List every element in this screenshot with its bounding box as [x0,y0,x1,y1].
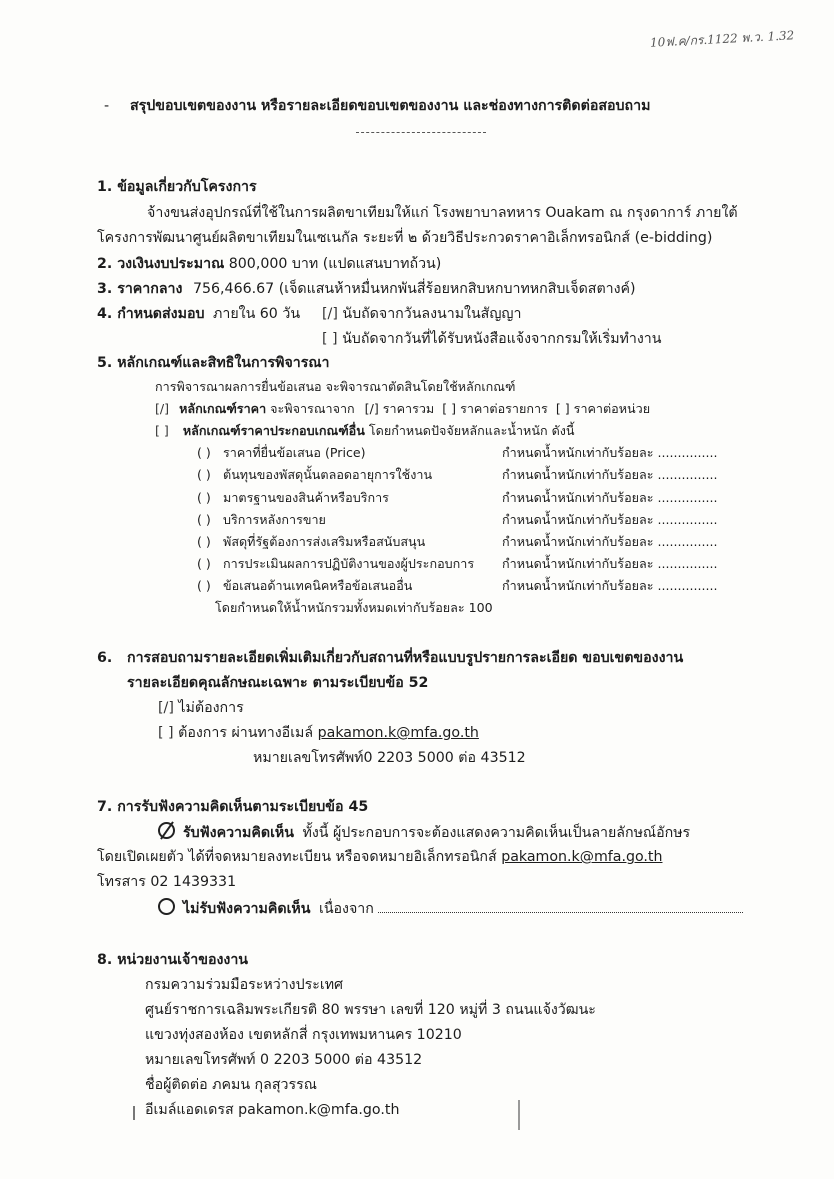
title-underline [356,132,486,133]
section-1-line-1: จ้างขนส่งอุปกรณ์ที่ใช้ในการผลิตขาเทียมให้แก่ โรงพยาบาลทหาร Ouakam ณ กรุงดาการ์ ภายใต้ [147,205,738,221]
factor-weight: กำหนดน้ำหนักเท่ากับร้อยละ ............... [502,445,718,460]
section-8-heading: 8. หน่วยงานเจ้าของงาน [97,952,248,968]
factor-name: พัสดุที่รัฐต้องการส่งเสริมหรือสนับสนุน [223,534,426,549]
comment-reject-option [158,898,743,919]
section-6-number: 6. [97,650,113,666]
factor-row [197,444,717,462]
total-weight-note: โดยกำหนดให้น้ำหนักรวมทั้งหมดเท่ากับร้อยละ 100 [215,600,493,615]
factor-mark: ( ) [197,534,211,549]
inquiry-phone: หมายเลขโทรศัพท์0 2203 5000 ต่อ 43512 [253,750,526,766]
factor-name: มาตรฐานของสินค้าหรือบริการ [223,490,389,505]
factor-row [197,533,717,551]
page-title: สรุปขอบเขตของงาน หรือรายละเอียดขอบเขตของงาน และช่องทางการติดต่อสอบถาม [130,98,651,114]
price-criteria-text: จะพิจารณาจาก [270,401,355,416]
delivery-option-2-text: นับถัดจากวันที่ได้รับหนังสือแจ้งจากกรมให้เริ่มทำงาน [342,331,662,347]
factor-row [197,577,717,595]
factor-mark: ( ) [197,490,211,505]
agency-name: กรมความร่วมมือระหว่างประเทศ [145,977,344,993]
median-price-label: 3. ราคากลาง [97,281,183,297]
section-6-heading-line-2: รายละเอียดคุณลักษณะเฉพาะ ตามระเบียบข้อ 52 [127,675,429,691]
section-5-heading: 5. หลักเกณฑ์และสิทธิในการพิจารณา [97,355,330,371]
factor-mark: ( ) [197,556,211,571]
delivery-label: 4. กำหนดส่งมอบ [97,306,205,322]
comment-email-link[interactable]: pakamon.k@mfa.go.th [501,849,663,865]
scan-mark-right [518,1100,520,1130]
other-criteria-label: หลักเกณฑ์ราคาประกอบเกณฑ์อื่น [182,423,365,438]
median-price-value: 756,466.67 (เจ็ดแสนห้าหมื่นหกพันสี่ร้อยหกสิบหกบาทหกสิบเจ็ดสตางค์) [192,281,636,297]
slashed-circle-icon [158,822,175,839]
section-6-heading-line-1: การสอบถามรายละเอียดเพิ่มเติมเกี่ยวกับสถานที่หรือแบบรูปรายการละเอียด ขอบเขตของงาน [127,650,684,666]
checked-mark: [/] [322,306,338,322]
title-bullet: - [104,98,110,114]
section-1-line-2: โครงการพัฒนาศูนย์ผลิตขาเทียมในเซเนกัล ระยะที่ ๒ ด้วยวิธีประกวดราคาอิเล็กทรอนิกส์ (e-bidding) [97,230,713,246]
comment-channel-text: โดยเปิดเผยตัว ได้ที่จดหมายลงทะเบียน หรือจดหมายอิเล็กทรอนิกส์ [97,849,497,865]
price-option-unit: [ ] ราคาต่อหน่วย [555,401,651,416]
comment-accept-text: ทั้งนี้ ผู้ประกอบการจะต้องแสดงความคิดเห็นเป็นลายลักษณ์อักษร [302,825,691,841]
inquiry-option-email-text: ต้องการ ผ่านทางอีเมล์ [178,725,314,741]
factor-name: ต้นทุนของพัสดุนั้นตลอดอายุการใช้งาน [223,467,433,482]
agency-email: อีเมล์แอดเดรส pakamon.k@mfa.go.th [145,1102,400,1118]
comment-fax: โทรสาร 02 1439331 [97,874,237,890]
inquiry-option-none-text: ไม่ต้องการ [178,700,244,716]
factor-row [197,489,717,507]
section-1-heading: 1. ข้อมูลเกี่ยวกับโครงการ [97,179,257,195]
other-criteria [155,422,575,440]
checked-mark: [/] [158,700,174,716]
delivery-option-1-text: นับถัดจากวันลงนามในสัญญา [342,306,522,322]
factor-name: บริการหลังการขาย [223,512,326,527]
factor-weight: กำหนดน้ำหนักเท่ากับร้อยละ ............... [502,467,718,482]
reason-blank [378,898,743,913]
unchecked-mark: [ ] [155,423,169,438]
factor-mark: ( ) [197,578,211,593]
delivery-option-letter [322,329,661,349]
comment-reject-text: เนื่องจาก [318,901,374,917]
budget-label: 2. วงเงินงบประมาณ [97,256,225,272]
factor-row [197,511,717,529]
handwritten-note: 10ฟ.ค/กร.1122 พ.ว. 1.32 [649,28,795,50]
price-criteria-label: หลักเกณฑ์ราคา [179,401,267,416]
inquiry-email-link[interactable]: pakamon.k@mfa.go.th [317,725,479,741]
agency-address-2: แขวงทุ่งสองห้อง เขตหลักสี่ กรุงเทพมหานคร 10210 [145,1027,462,1043]
checked-mark: [/] [155,401,170,416]
inquiry-option-none [158,698,244,718]
section-3 [97,279,636,299]
factor-mark: ( ) [197,512,211,527]
factor-weight: กำหนดน้ำหนักเท่ากับร้อยละ ............... [502,534,718,549]
delivery-option-contract [322,304,522,324]
agency-phone: หมายเลขโทรศัพท์ 0 2203 5000 ต่อ 43512 [145,1052,423,1068]
comment-reject-label: ไม่รับฟังความคิดเห็น [183,901,311,917]
comment-accept-option [158,822,690,843]
price-option-item: [ ] ราคาต่อรายการ [442,401,548,416]
factor-row [197,555,717,573]
criteria-intro: การพิจารณาผลการยื่นข้อเสนอ จะพิจารณาตัดสินโดยใช้หลักเกณฑ์ [155,379,516,394]
scan-mark-left [133,1106,135,1120]
agency-address-1: ศูนย์ราชการเฉลิมพระเกียรติ 80 พรรษา เลขที่ 120 หมู่ที่ 3 ถนนแจ้งวัฒนะ [145,1002,596,1018]
comment-channel-line [97,847,662,867]
factor-weight: กำหนดน้ำหนักเท่ากับร้อยละ ............... [502,512,718,527]
factor-name: ข้อเสนอด้านเทคนิคหรือข้อเสนออื่น [223,578,413,593]
factor-weight: กำหนดน้ำหนักเท่ากับร้อยละ ............... [502,578,718,593]
section-7-heading: 7. การรับฟังความคิดเห็นตามระเบียบข้อ 45 [97,799,369,815]
unchecked-mark: [ ] [322,331,338,347]
factor-mark: ( ) [197,445,211,460]
section-2 [97,254,441,274]
factor-weight: กำหนดน้ำหนักเท่ากับร้อยละ ............... [502,490,718,505]
delivery-duration: ภายใน 60 วัน [213,306,301,322]
price-option-total: [/] ราคารวม [364,401,435,416]
other-criteria-text: โดยกำหนดปัจจัยหลักและน้ำหนัก ดังนี้ [368,423,575,438]
inquiry-option-email [158,723,479,743]
factor-name: การประเมินผลการปฏิบัติงานของผู้ประกอบการ [223,556,475,571]
factor-weight: กำหนดน้ำหนักเท่ากับร้อยละ ............... [502,556,718,571]
comment-accept-label: รับฟังความคิดเห็น [183,825,294,841]
factor-name: ราคาที่ยื่นข้อเสนอ (Price) [223,445,366,460]
unchecked-mark: [ ] [158,725,174,741]
factor-row [197,466,717,484]
price-criteria [155,400,650,418]
budget-value: 800,000 บาท (แปดแสนบาทถ้วน) [228,256,442,272]
factor-mark: ( ) [197,467,211,482]
section-4 [97,304,300,324]
empty-circle-icon [158,898,175,915]
agency-contact: ชื่อผู้ติดต่อ ภคมน กุลสุวรรณ [145,1077,317,1093]
